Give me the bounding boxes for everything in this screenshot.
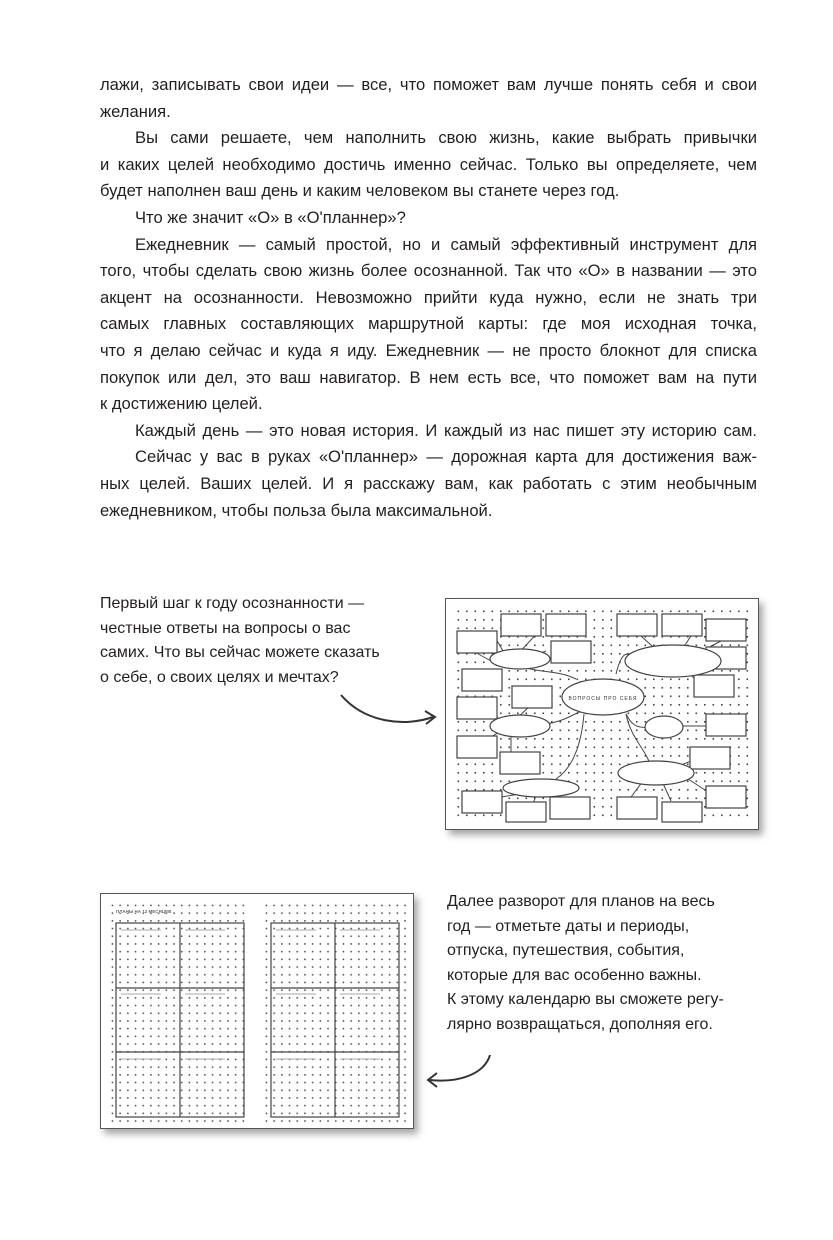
figure2-caption [447,890,724,1038]
text-line: Каждый день — это новая история. И каждый из нас пишет эту историю сам. [135,420,757,440]
caption-line: честные ответы на вопросы о вас [100,619,351,637]
calendar-illustration [100,893,414,1129]
calendar-header: ПЛАНЫ НА 12 МЕСЯЦЕВ [116,909,172,914]
caption-line: К этому календарю вы сможете регу- [447,991,724,1009]
body-text [100,72,757,524]
caption-line: Далее разворот для планов на весь [447,893,715,910]
text-line: лажи, записывать свои идеи — все, что поможет вам лучше понять себя и свои [100,75,757,94]
text-line: Вы сами решаете, чем наполнить свою жизнь, какие выбрать привычки [135,128,757,148]
caption-line: самих. Что вы сейчас можете сказать [100,644,380,662]
text-line: к достижению целей. [100,394,263,414]
mind-map-illustration [445,598,759,830]
center-label: ВОПРОСЫ ПРО СЕБЯ [568,696,638,702]
text-line: Ежедневник — самый простой, но и самый эффективный инструмент для [135,234,757,254]
arrow-icon [422,1050,497,1092]
caption-line: год — отметьте даты и периоды, [447,917,690,935]
text-line: что я делаю сейчас и куда я иду. Ежедневник — не просто блокнот для списка [100,340,757,360]
text-line: покупок или дел, это ваш навигатор. В нем есть все, что поможет вам на пути [100,367,757,387]
figure1-caption [100,592,380,690]
text-line: ежедневником, чтобы польза была максимальной. [100,500,493,520]
text-line: Что же значит «О» в «О'планнер»? [135,207,406,227]
caption-line: отпуска, путешествия, события, [447,942,685,960]
caption-line: о себе, о своих целях и мечтах? [100,668,339,686]
caption-line: которые для вас особенно важны. [447,966,702,984]
caption-line: Первый шаг к году осознанности — [100,595,365,612]
text-line: того, чтобы сделать свою жизнь более осознанной. Так что «О» в названии — это [100,261,757,281]
text-line: Сейчас у вас в руках «О'планнер» — дорожная карта для достижения важ- [135,447,757,467]
text-line: ных целей. Ваших целей. И я расскажу вам, как работать с этим необычным [100,473,757,493]
text-line: акцент на осознанности. Невозможно прийти куда нужно, если не знать три [100,287,757,307]
text-line: желания. [100,101,171,121]
text-line: и каких целей необходимо достичь именно сейчас. Только вы определяете, чем [100,154,757,174]
caption-line: лярно возвращаться, дополняя его. [447,1015,713,1033]
text-line: будет наполнен ваш день и каким человеком вы станете через год. [100,181,620,201]
text-line: самых главных составляющих маршрутной карты: где моя исходная точка, [100,314,757,334]
arrow-icon [335,685,445,735]
